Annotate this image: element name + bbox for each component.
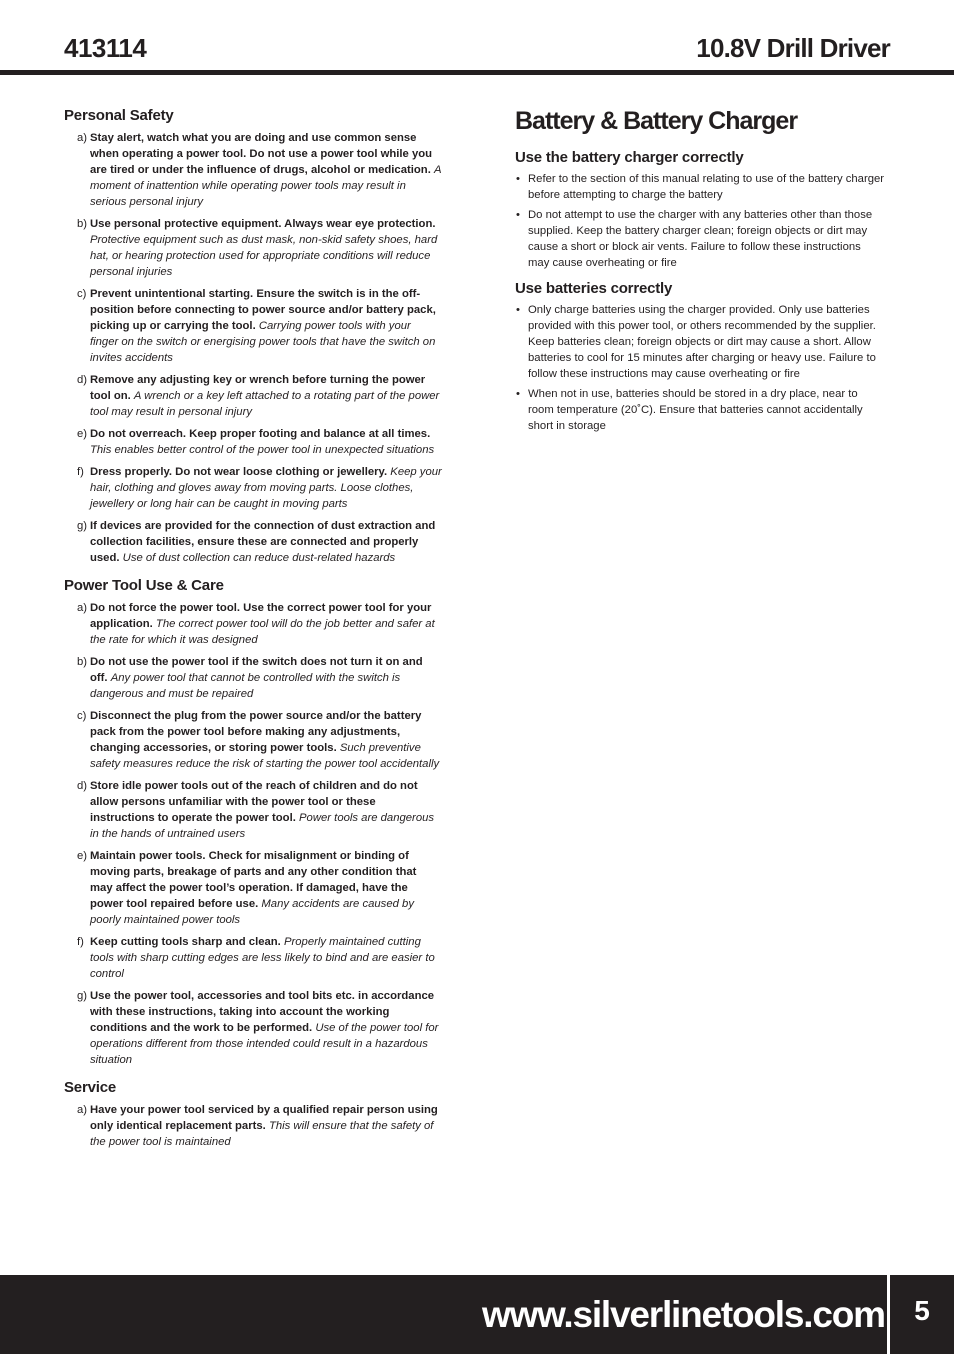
item-letter: a)	[77, 132, 88, 144]
item-instruction: Use personal protective equipment. Always wear eye protection.	[90, 218, 436, 230]
item-letter: d)	[77, 374, 88, 386]
item-instruction: Do not overreach. Keep proper footing and balance at all times.	[90, 428, 431, 440]
item-letter: b)	[77, 218, 88, 230]
item-letter: d)	[77, 780, 88, 792]
item-instruction: Use the power tool, accessories and tool bits etc. in accordance with these instructions, taking into account the working conditions and the work to be performed.	[90, 990, 435, 1034]
personal-safety-heading: Personal Safety	[64, 107, 174, 124]
bullet-item: • When not in use, batteries should be stored in a dry place, near to room temperature (20˚C). Ensure that batteries cannot accidentally short in storage	[515, 386, 885, 434]
item-explanation: Protective equipment such as dust mask, non-skid safety shoes, hard hat, or hearing protection used for appropriate conditions will reduce personal injuries	[90, 234, 438, 278]
header-rule	[0, 70, 954, 75]
item-instruction: If devices are provided for the connection of dust extraction and collection facilities, ensure these are connected and properly used.	[90, 520, 436, 564]
item-explanation: Many accidents are caused by poorly maintained power tools	[90, 898, 414, 926]
item-explanation: Such preventive safety measures reduce the risk of starting the power tool accidentally	[90, 742, 440, 770]
item-instruction: Have your power tool serviced by a qualified repair person using only identical replacement parts.	[90, 1104, 438, 1132]
item-letter: g)	[77, 990, 88, 1002]
item-letter: c)	[77, 288, 87, 300]
item-instruction: Store idle power tools out of the reach of children and do not allow persons unfamiliar with the power tool or these instructions to operate the power tool.	[90, 780, 418, 824]
item-instruction: Dress properly. Do not wear loose clothing or jewellery.	[90, 466, 388, 478]
left-column	[64, 106, 442, 1156]
item-letter: e)	[77, 850, 88, 862]
charger-heading: Use the battery charger correctly	[515, 149, 744, 166]
item-letter: f)	[77, 466, 84, 478]
item-letter: a)	[77, 602, 88, 614]
item-explanation: Any power tool that cannot be controlled with the switch is dangerous and must be repaired	[90, 672, 401, 700]
charger-bullets	[515, 171, 885, 271]
item-instruction: Do not force the power tool. Use the correct power tool for your application.	[90, 602, 432, 630]
instruction-item	[64, 934, 442, 982]
item-explanation: This will ensure that the safety of the power tool is maintained	[90, 1120, 434, 1148]
instruction-item	[64, 988, 442, 1068]
item-explanation: The correct power tool will do the job better and safer at the rate for which it was designed	[90, 618, 435, 646]
bullet-item: • Refer to the section of this manual relating to use of the battery charger before attempting to charge the battery	[515, 171, 885, 203]
item-letter: f)	[77, 936, 84, 948]
right-column	[515, 106, 885, 438]
item-instruction: Keep cutting tools sharp and clean.	[90, 936, 281, 948]
item-letter: g)	[77, 520, 88, 532]
instruction-item	[64, 778, 442, 842]
item-explanation: Carrying power tools with your finger on the switch or energising power tools that have the switch on invites accidents	[90, 320, 436, 364]
service-heading: Service	[64, 1079, 116, 1096]
item-instruction: Disconnect the plug from the power source and/or the battery pack from the power tool before making any adjustments, changing accessories, or storing power tools.	[90, 710, 422, 754]
bullet-item: • Only charge batteries using the charger provided. Only use batteries provided with this power tool, or others recommended by the supplier. Keep batteries clean; foreign objects or dirt may cause a short. Allow batteries to cool for 15 minutes after charging or heavy use. Failure to follow these instructions may cause overheating or fire	[515, 302, 885, 382]
item-letter: e)	[77, 428, 88, 440]
item-instruction: Prevent unintentional starting. Ensure the switch is in the off-position before connecting to power source and/or battery pack, picking up or carrying the tool.	[90, 288, 436, 332]
page-number: 5	[914, 1295, 930, 1326]
item-explanation: A moment of inattention while operating power tools may result in serious personal injury	[90, 164, 442, 208]
battery-section-title: Battery & Battery Charger	[515, 107, 798, 135]
item-explanation: Use of dust collection can reduce dust-related hazards	[122, 552, 396, 564]
batteries-heading: Use batteries correctly	[515, 280, 673, 297]
item-instruction: Stay alert, watch what you are doing and use common sense when operating a power tool. Do not use a power tool while you are tired or under the influence of drugs, alcohol or medication.	[90, 132, 433, 176]
item-letter: a)	[77, 1104, 88, 1116]
personal-safety-list	[64, 130, 442, 566]
item-explanation: Properly maintained cutting tools with sharp cutting edges are less likely to bind and are easier to control	[90, 936, 435, 980]
instruction-item	[64, 130, 442, 210]
instruction-item	[64, 216, 442, 280]
instruction-item	[64, 600, 442, 648]
instruction-item	[64, 1102, 442, 1150]
power-tool-list	[64, 600, 442, 1068]
instruction-item	[64, 654, 442, 702]
item-explanation: This enables better control of the power tool in unexpected situations	[90, 444, 435, 456]
item-explanation: Power tools are dangerous in the hands of untrained users	[90, 812, 435, 840]
service-list	[64, 1102, 442, 1150]
batteries-bullets	[515, 302, 885, 434]
item-instruction: Maintain power tools. Check for misalignment or binding of moving parts, breakage of parts and any other condition that may affect the power tool’s operation. If damaged, have the power tool repaired before use.	[90, 850, 417, 910]
item-letter: b)	[77, 656, 88, 668]
instruction-item	[64, 426, 442, 458]
power-tool-heading: Power Tool Use & Care	[64, 577, 224, 594]
instruction-item	[64, 372, 442, 420]
instruction-item	[64, 286, 442, 366]
item-explanation: Use of the power tool for operations different from those intended could result in a hazardous situation	[90, 1022, 439, 1066]
instruction-item	[64, 848, 442, 928]
item-instruction: Remove any adjusting key or wrench before turning the power tool on.	[90, 374, 426, 402]
item-instruction: Do not use the power tool if the switch does not turn it on and off.	[90, 656, 423, 684]
instruction-item	[64, 708, 442, 772]
website-url: www.silverlinetools.com	[482, 1294, 885, 1335]
item-explanation: Keep your hair, clothing and gloves away from moving parts. Loose clothes, jewellery or long hair can be caught in moving parts	[90, 466, 442, 510]
bullet-item: • Do not attempt to use the charger with any batteries other than those supplied. Keep the battery charger clean; foreign objects or dirt may cause a short or block air vents. Failure to follow these instructions may cause overheating or fire	[515, 207, 885, 271]
instruction-item	[64, 518, 442, 566]
product-title: 10.8V Drill Driver	[696, 33, 890, 63]
instruction-item	[64, 464, 442, 512]
item-explanation: A wrench or a key left attached to a rotating part of the power tool may result in personal injury	[90, 390, 440, 418]
product-code: 413114	[64, 33, 147, 63]
item-letter: c)	[77, 710, 87, 722]
